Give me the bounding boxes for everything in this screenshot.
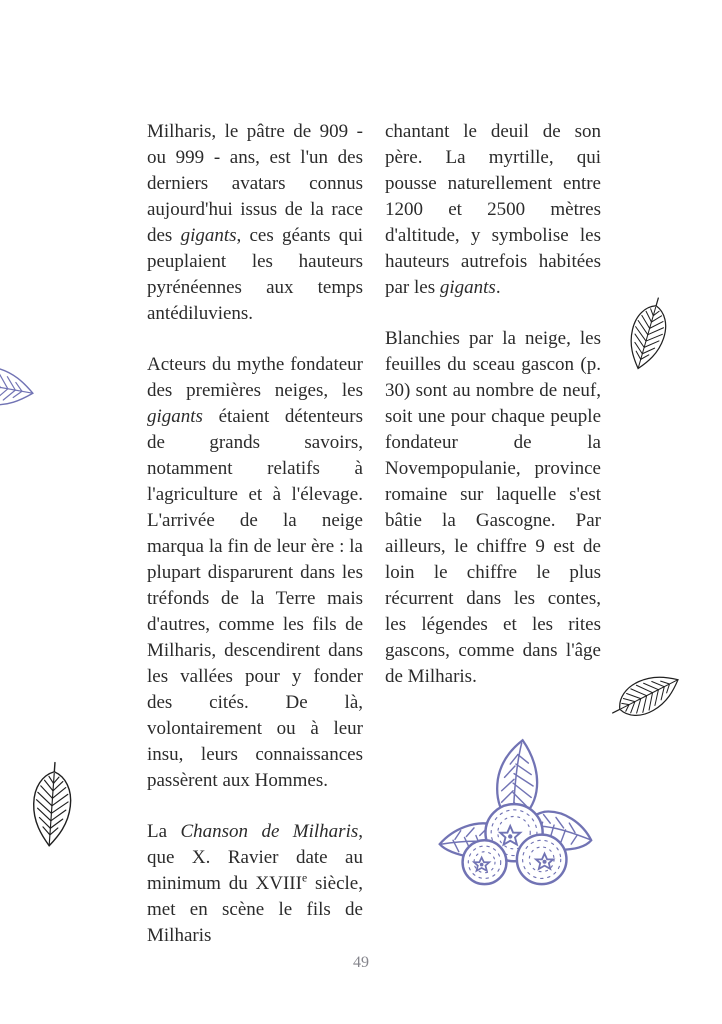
blueberry-illustration-icon: [434, 737, 596, 895]
paragraph: Blanchies par la neige, les feuilles du sceau gascon (p. 30) sont au nombre de neuf, soit une pour chaque peuple fondateur de la Novempopulanie, province romaine sur laquelle s'est bâtie la Gascogne. Par ailleurs, le chiffre 9 est de loin le chiffre le plus récurrent dans les contes, les légendes et les rites gascons, comme dans l'âge de Milharis.: [385, 328, 601, 687]
paragraph: La Chanson de Milharis, que X. Ravier date au minimum du XVIIIe siècle, met en scène le fils de Milharis: [147, 821, 364, 946]
text-column-left: [147, 119, 363, 949]
leaf-icon: [599, 658, 692, 734]
leaf-icon: [616, 289, 681, 380]
paragraph: chantant le deuil de son père. La myrtille, qui pousse naturellement entre 1200 et 2500 mètres d'altitude, y symbolise les hauteurs autrefois habitées par les gigants.: [385, 121, 601, 298]
paragraph: Acteurs du mythe fondateur des premières neiges, les gigants étaient détenteurs de grands savoirs, notamment relatifs à l'agriculture et à l'élevage. L'arrivée de la neige marqua la fin de leur ère : la plupart disparurent dans les tréfonds de la Terre mais d'autres, comme les fils de Milharis, descendirent dans les vallées pour y fonder des cités. De là, volontairement ou à leur insu, leurs connaissances passèrent aux Hommes.: [147, 354, 363, 791]
paragraph: Milharis, le pâtre de 909 - ou 999 - ans, est l'un des derniers avatars connus aujourd'hui issus de la race des gigants, ces géants qui peuplaient les hauteurs pyrénéennes aux temps antédiluviens.: [147, 121, 364, 324]
text-column-right: [385, 119, 601, 690]
page-number: 49: [353, 954, 369, 971]
leaf-icon: [24, 759, 80, 850]
leaf-icon: [0, 353, 40, 419]
